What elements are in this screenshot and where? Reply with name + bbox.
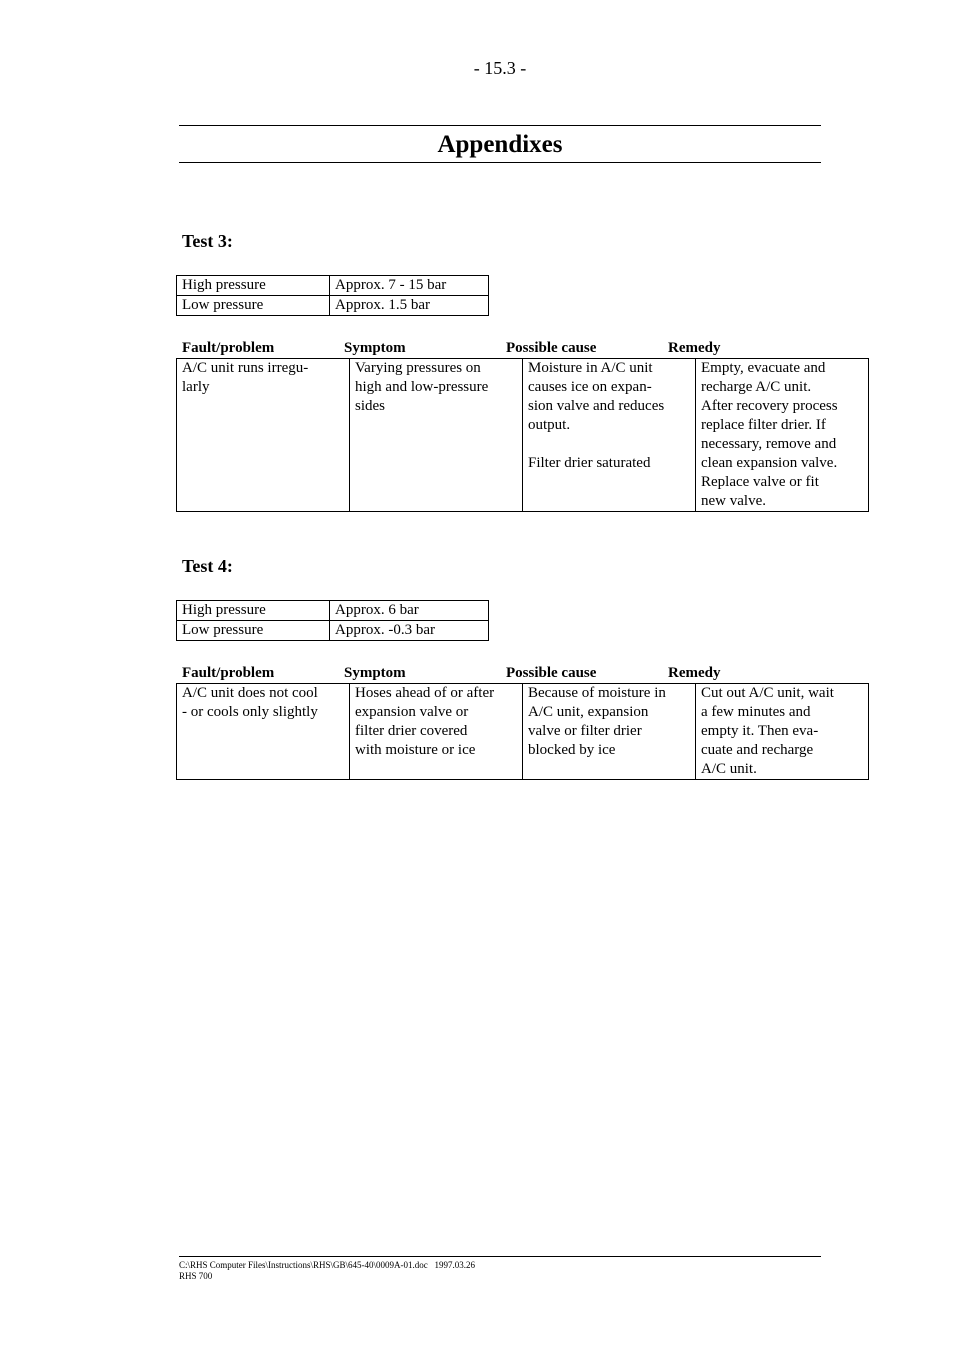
test-3-fault-header [176, 340, 824, 357]
table-row [177, 621, 489, 641]
pressure-label: High pressure [177, 601, 330, 621]
symptom-cell: Hoses ahead of or after expansion valve or filter drier covered with moisture or ice [350, 684, 523, 780]
header-symptom: Symptom [344, 340, 406, 356]
pressure-value: Approx. 1.5 bar [330, 296, 489, 316]
test-4-fault-header [176, 665, 824, 682]
header-symptom: Symptom [344, 665, 406, 681]
header-remedy: Remedy [668, 665, 721, 681]
pressure-value: Approx. 7 - 15 bar [330, 276, 489, 296]
header-cause: Possible cause [506, 340, 597, 356]
page-footer [179, 1256, 821, 1282]
fault-cell: A/C unit runs irregu- larly [177, 359, 350, 512]
table-row [177, 359, 869, 512]
cause-cell: Moisture in A/C unit causes ice on expan- sion valve and reduces output. Filter drier saturated [523, 359, 696, 512]
table-row [177, 296, 489, 316]
cause-cell: Because of moisture in A/C unit, expansion valve or filter drier blocked by ice [523, 684, 696, 780]
pressure-label: High pressure [177, 276, 330, 296]
test-4-heading: Test 4: [182, 556, 233, 576]
header-cause: Possible cause [506, 665, 597, 681]
page-number: - 15.3 - [473, 58, 527, 78]
remedy-cell: Cut out A/C unit, wait a few minutes and empty it. Then eva- cuate and recharge A/C unit. [696, 684, 869, 780]
header-fault: Fault/problem [182, 340, 275, 356]
header-fault: Fault/problem [182, 665, 275, 681]
title-bar [179, 125, 821, 163]
test-3-fault-table [176, 358, 869, 512]
table-row [177, 601, 489, 621]
test-4-fault-table [176, 683, 869, 780]
table-row [177, 276, 489, 296]
test-4-pressure-table [176, 600, 489, 641]
pressure-value: Approx. -0.3 bar [330, 621, 489, 641]
footer-file-path: C:\RHS Computer Files\Instructions\RHS\GB\645-40\0009A-01.doc 1997.03.26 [179, 1260, 476, 1270]
test-3-pressure-table [176, 275, 489, 316]
test-3-heading: Test 3: [182, 231, 233, 251]
pressure-value: Approx. 6 bar [330, 601, 489, 621]
fault-cell: A/C unit does not cool - or cools only slightly [177, 684, 350, 780]
pressure-label: Low pressure [177, 621, 330, 641]
header-remedy: Remedy [668, 340, 721, 356]
page-title: Appendixes [437, 131, 563, 158]
footer-model: RHS 700 [179, 1271, 213, 1281]
pressure-label: Low pressure [177, 296, 330, 316]
remedy-cell: Empty, evacuate and recharge A/C unit. After recovery process replace filter drier. If necessary, remove and clean expansion valve. Replace valve or fit new valve. [696, 359, 869, 512]
table-row [177, 684, 869, 780]
symptom-cell: Varying pressures on high and low-pressure sides [350, 359, 523, 512]
